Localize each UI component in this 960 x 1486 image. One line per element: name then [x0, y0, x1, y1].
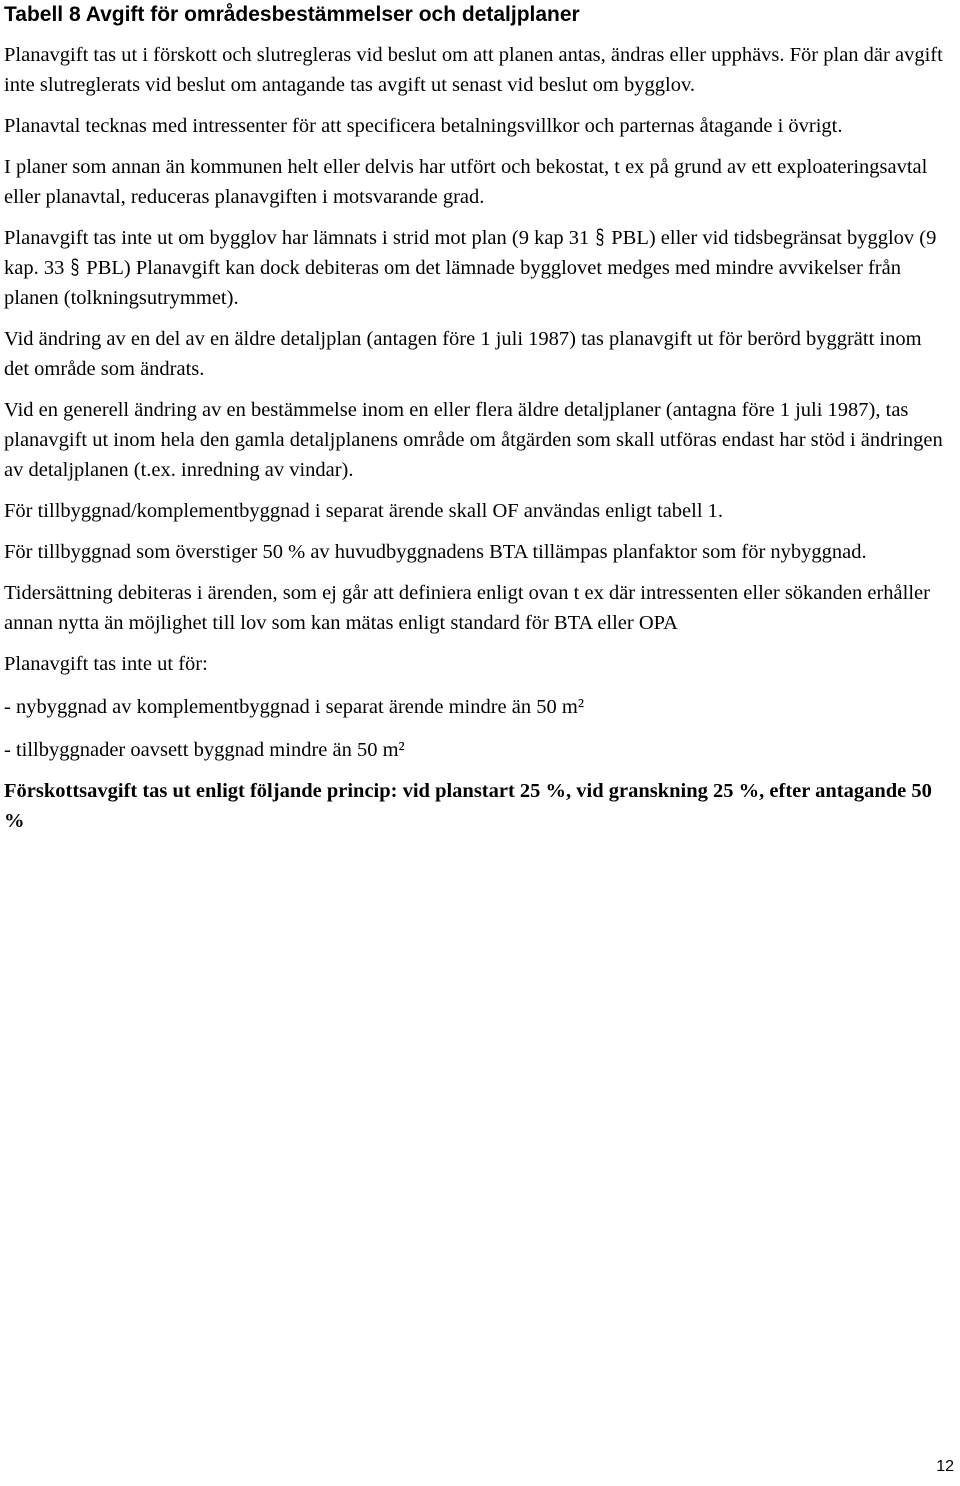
paragraph-plan-agreement: Planavtal tecknas med intressenter för att specificera betalningsvillkor och parternas åtagande i övrigt. [4, 115, 843, 137]
paragraph-partial-change: Vid ändring av en del av en äldre detaljplan (antagen före 1 juli 1987) tas planavgift ut för berörd byggrätt inom det område som ändrats. [4, 328, 922, 380]
paragraph-prepayment: Planavgift tas ut i förskott och slutregleras vid beslut om att planen antas, ändras eller upphävs. För plan där avgift inte slutreglerats vid beslut om antagande tas avgift ut senast vid beslut om bygglov. [4, 44, 943, 96]
paragraph-text: Planavgift tas inte ut om bygglov har lämnats i strid mot plan (9 kap 31 [4, 227, 590, 249]
paragraph-general-change: Vid en generell ändring av en bestämmelse inom en eller flera äldre detaljplaner (antagna före 1 juli 1987), tas planavgift ut inom hela den gamla detaljplanens område om åtgärden som skall utföras endast har stöd i ändringen av detaljplanen (t.ex. inredning av vindar). [4, 399, 943, 481]
section-heading: Tabell 8 Avgift för områdesbestämmelser och detaljplaner [4, 3, 580, 26]
paragraph-exemptions-intro: Planavgift tas inte ut för: [4, 653, 208, 675]
document-page [4, 0, 944, 836]
section-sign: § [595, 226, 605, 249]
list-item: - nybyggnad av komplementbyggnad i separat ärende mindre än 50 m² [4, 696, 584, 718]
list-item: - tillbyggnader oavsett byggnad mindre än 50 m² [4, 739, 405, 761]
paragraph-exemption-building-permit [4, 223, 944, 313]
paragraph-text: PBL) Planavgift kan dock debiteras om det lämnade bygglovet medges med mindre avvikelser från planen (tolkningsutrymmet). [4, 257, 901, 309]
paragraph-advance-fee: Förskottsavgift tas ut enligt följande princip: vid planstart 25 %, vid granskning 25 %, efter antagande 50 % [4, 780, 932, 832]
paragraph-extension-over-50: För tillbyggnad som överstiger 50 % av huvudbyggnadens BTA tillämpas planfaktor som för nybyggnad. [4, 541, 867, 563]
section-sign: § [70, 256, 80, 279]
paragraph-time-compensation: Tidersättning debiteras i ärenden, som ej går att definiera enligt ovan t ex där intressenten eller sökanden erhåller annan nytta än möjlighet till lov som kan mätas enligt standard för BTA eller OPA [4, 582, 930, 634]
paragraph-text: PBL) eller vid tidsbegränsat bygglov (9 kap. 33 [4, 227, 937, 279]
paragraph-reduction: I planer som annan än kommunen helt eller delvis har utfört och bekostat, t ex på grund av ett exploateringsavtal eller planavtal, reduceras planavgiften i motsvarande grad. [4, 156, 928, 208]
page-number: 12 [936, 1458, 954, 1475]
paragraph-extension: För tillbyggnad/komplementbyggnad i separat ärende skall OF användas enligt tabell 1. [4, 500, 724, 522]
